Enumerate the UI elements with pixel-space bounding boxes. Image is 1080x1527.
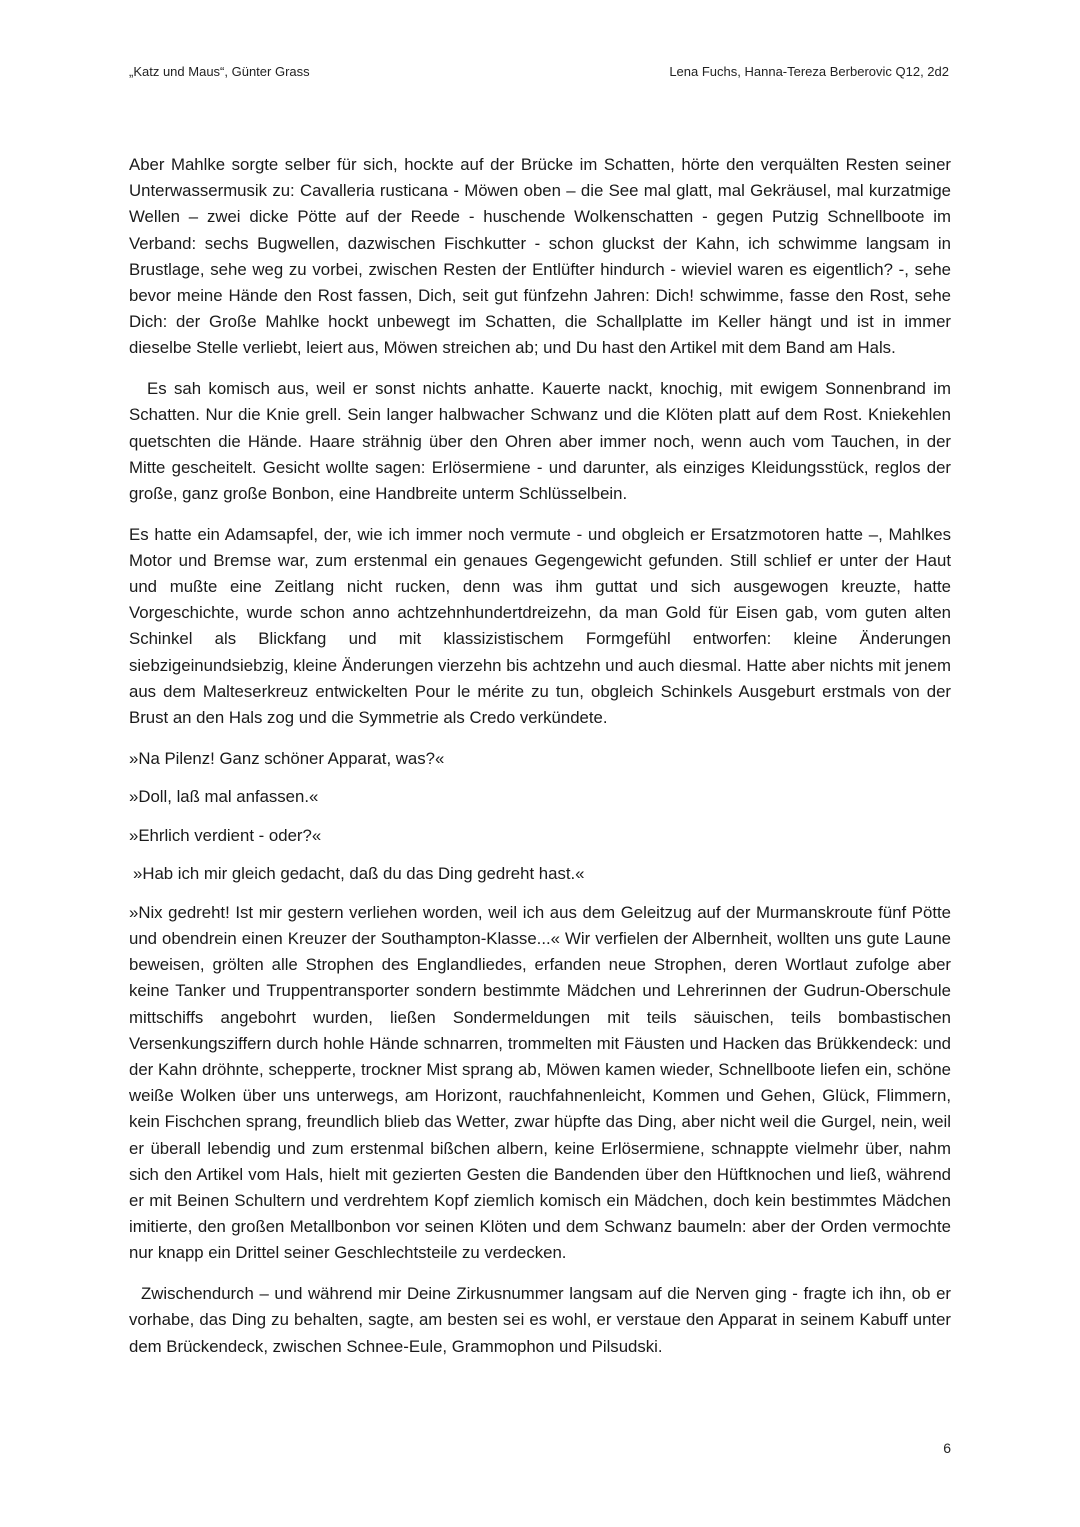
paragraph: »Nix gedreht! Ist mir gestern verliehen worden, weil ich aus dem Geleitzug auf der Murmanskroute fünf Pötte und obendrein einen Kreuzer der Southampton-Klasse...« Wir verfielen der Albernheit, wollten uns gute Laune beweisen, grölten alle Strophen des Englandliedes, erfanden neue Strophen, deren Wortlaut zufolge aber keine Tanker und Truppentransporter sondern bestimmte Mädchen und Lehrerinnen der Gudrun-Oberschule mittschiffs angebohrt wurden, ließen Sondermeldungen mit teils säuischen, teils bombastischen Versenkungsziffern durch hohle Hände schnarren, trommelten mit Fäusten und Hacken das Brükkendeck: und der Kahn dröhnte, schepperte, trockner Mist sprang ab, Möwen kamen wieder, Schnellboote liefen ein, schöne weiße Wolken über uns unterwegs, am Horizont, rauchfahnenleicht, Kommen und Gehen, Glück, Flimmern, kein Fischchen sprang, freundlich blieb das Wetter, zwar hüpfte das Ding, aber nicht weil die Gurgel, nein, weil er überall lebendig und zum erstenmal bißchen albern, keine Erlösermiene, schnappte vielmehr über, nahm sich den Artikel vom Hals, hielt mit gezierten Gesten die Bandenden über den Hüftknochen und ließ, während er mit Beinen Schultern und verdrehtem Kopf ziemlich komisch ein Mädchen, doch kein bestimmtes Mädchen imitierte, den großen Metallbonbon vor seinen Klöten und dem Schwanz baumeln: aber der Orden vermochte nur knapp ein Drittel seiner Geschlechtsteile zu verdecken. (129, 902, 951, 1263)
paragraph: Zwischendurch – und während mir Deine Zirkusnummer langsam auf die Nerven ging - fragte ich ihn, ob er vorhabe, das Ding zu behalten, sagte, am besten sei es wohl, er verstaue den Apparat in seinem Kabuff unter dem Brückendeck, zwischen Schnee-Eule, Grammophon und Pilsudski. (129, 1284, 951, 1356)
header-title: „Katz und Maus“, Günter Grass (129, 64, 310, 79)
dialog-line: »Doll, laß mal anfassen.« (129, 787, 319, 807)
paragraph: Es sah komisch aus, weil er sonst nichts anhatte. Kauerte nackt, knochig, mit ewigem Sonnenbrand im Schatten. Nur die Knie grell. Sein langer halbwacher Schwanz und die Klöten platt auf dem Rost. Kniekehlen quetschten die Hände. Haare strähnig über den Ohren aber immer noch, wenn auch vom Tauchen, in der Mitte gescheitelt. Gesicht wollte sagen: Erlösermiene - und darunter, als einziges Kleidungsstück, reglos der große, ganz große Bonbon, eine Handbreite unterm Schlüsselbein. (129, 379, 951, 503)
paragraph: Aber Mahlke sorgte selber für sich, hockte auf der Brücke im Schatten, hörte den verquälten Resten seiner Unterwassermusik zu: Cavalleria rusticana - Möwen oben – die See mal glatt, mal Gekräusel, mal kurzatmige Wellen – zwei dicke Pötte auf der Reede - huschende Wolkenschatten - gegen Putzig Schnellboote im Verband: sechs Bugwellen, dazwischen Fischkutter - schon gluckst der Kahn, ich schwimme langsam in Brustlage, sehe weg zu vorbei, zwischen Resten der Entlüfter hindurch - wieviel waren es eigentlich? -, sehe bevor meine Hände den Rost fassen, Dich, seit gut fünfzehn Jahren: Dich! schwimme, fasse den Rost, sehe Dich: der Große Mahlke hockt unbewegt im Schatten, die Schallplatte im Keller hängt und ist in immer dieselbe Stelle verliebt, leiert aus, Möwen streichen ab; und Du hast den Artikel mit dem Band am Hals. (129, 155, 951, 358)
document-body (129, 152, 951, 1374)
paragraph: Es hatte ein Adamsapfel, der, wie ich immer noch vermute - und obgleich er Ersatzmotoren hatte –, Mahlkes Motor und Bremse war, zum erstenmal ein genaues Gegengewicht gefunden. Still schlief er unter der Haut und mußte eine Zeitlang nicht rucken, denn was ihm guttat und sich ausgewogen kreuzte, hatte Vorgeschichte, wurde schon anno achtzehnhundertdreizehn, da man Gold für Eisen gab, vom guten alten Schinkel als Blickfang und mit klassizistischem Formgefühl entworfen: kleine Änderungen siebzigeinundsiebzig, kleine Änderungen vierzehn bis achtzehn und auch diesmal. Hatte aber nichts mit jenem aus dem Malteserkreuz entwickelten Pour le mérite zu tun, obgleich Schinkels Ausgeburt erstmals von der Brust an den Hals zog und die Symmetrie als Credo verkündete. (129, 524, 951, 728)
page-header (129, 64, 949, 84)
page-number: 6 (943, 1440, 951, 1456)
dialog-line: »Hab ich mir gleich gedacht, daß du das Ding gedreht hast.« (133, 864, 585, 884)
header-authors: Lena Fuchs, Hanna-Tereza Berberovic Q12, 2d2 (669, 64, 949, 79)
dialog-line: »Na Pilenz! Ganz schöner Apparat, was?« (129, 748, 445, 768)
dialog-line: »Ehrlich verdient - oder?« (129, 825, 322, 845)
